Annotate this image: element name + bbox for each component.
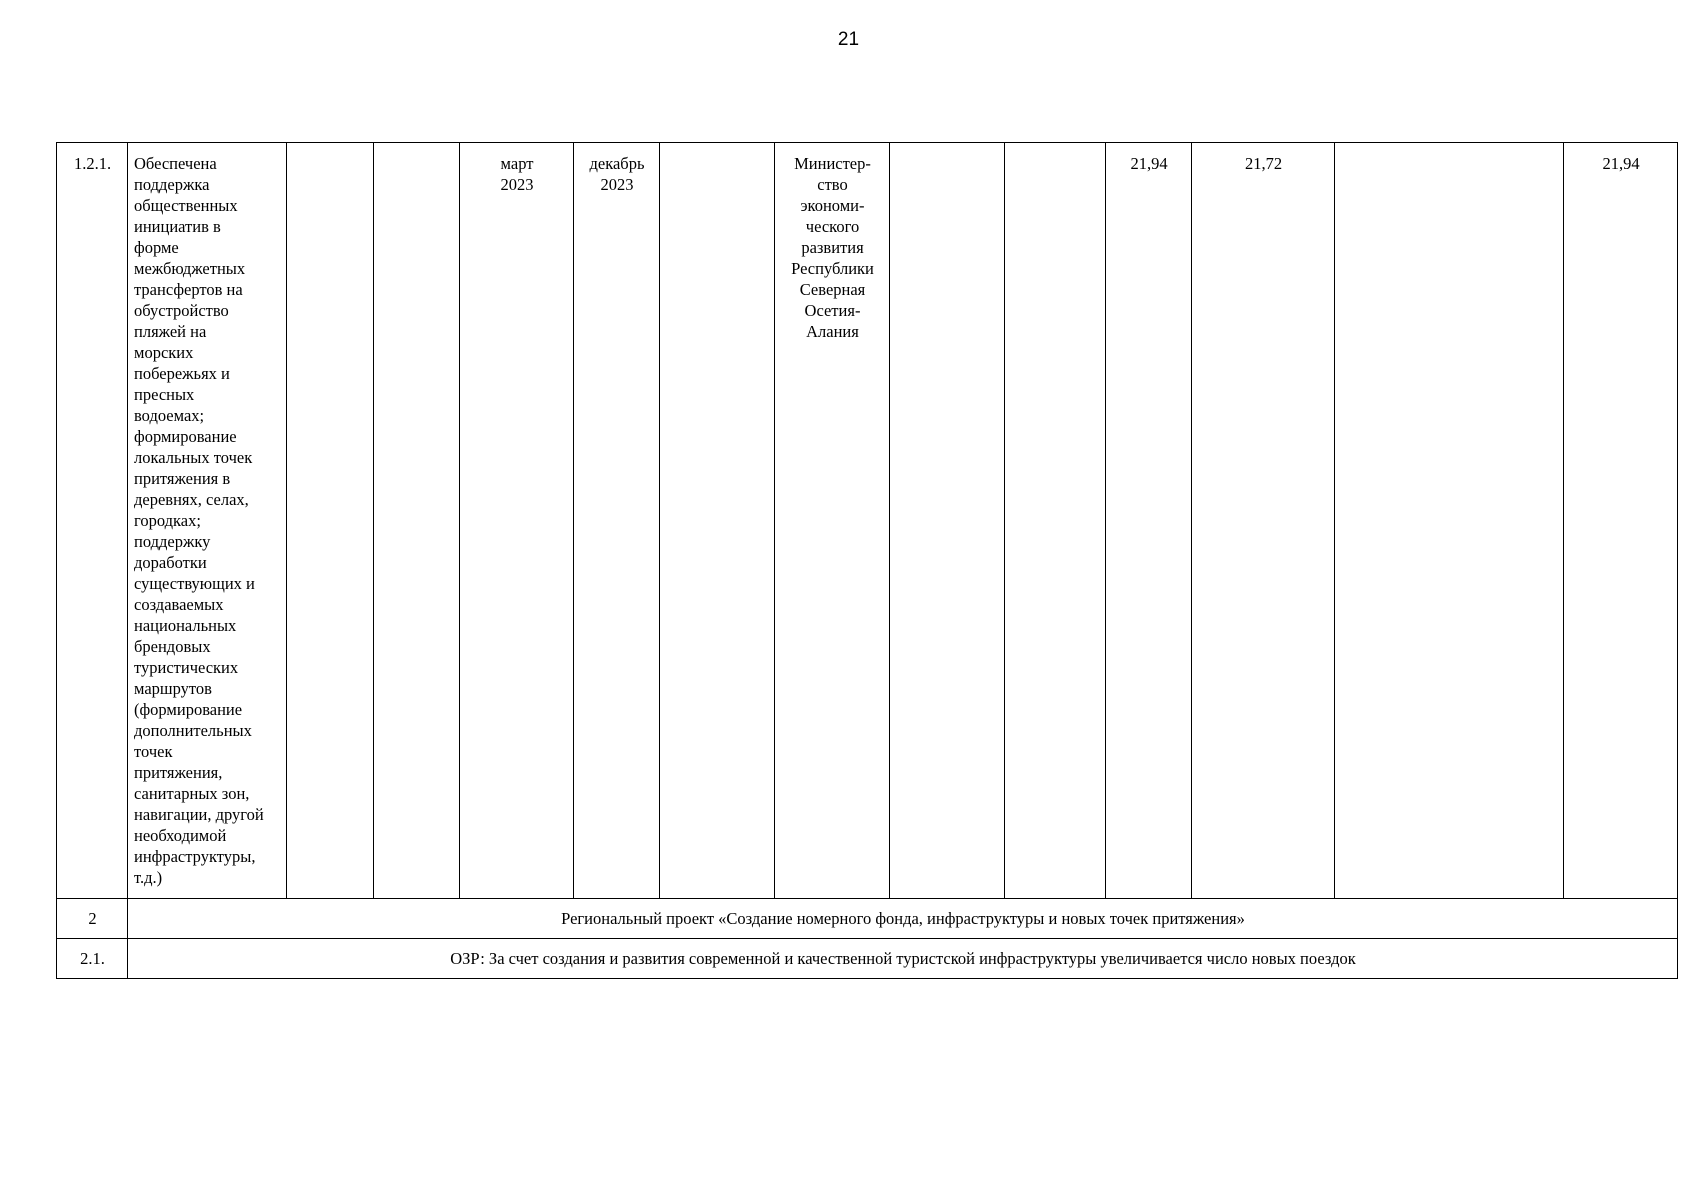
value-cell: 21,72 [1192,143,1335,899]
value-cell: 21,94 [1564,143,1678,899]
empty-cell [1005,143,1106,899]
objective-text: ОЗР: За счет создания и развития современной и качественной туристской инфраструктуры увеличивается число новых поездок [128,939,1678,979]
row-number: 1.2.1. [57,143,128,899]
row-number: 2.1. [57,939,128,979]
regional-project-title: Региональный проект «Создание номерного фонда, инфраструктуры и новых точек притяжения» [128,899,1678,939]
table-row [57,899,1678,939]
empty-cell [374,143,460,899]
row-number: 2 [57,899,128,939]
value-cell: 21,94 [1106,143,1192,899]
empty-cell [890,143,1005,899]
empty-cell [287,143,374,899]
table-row [57,143,1678,899]
measure-description: Обеспечена поддержка общественных инициатив в форме межбюджетных трансфертов на обустройство пляжей на морских побережьях и пресных водоемах; формирование локальных точек притяжения в деревнях, селах, городках; поддержку доработки существующих и создаваемых национальных брендовых туристических маршрутов (формирование дополнительных точек притяжения, санитарных зон, навигации, другой необходимой инфраструктуры, т.д.) [128,143,287,899]
empty-cell [660,143,775,899]
empty-cell [1335,143,1564,899]
end-date: декабрь 2023 [574,143,660,899]
start-date: март 2023 [460,143,574,899]
table-row [57,939,1678,979]
responsible-executor: Министер- ство экономи- ческого развития Республики Северная Осетия- Алания [775,143,890,899]
measures-table [56,142,1678,979]
page-number: 21 [837,29,860,50]
